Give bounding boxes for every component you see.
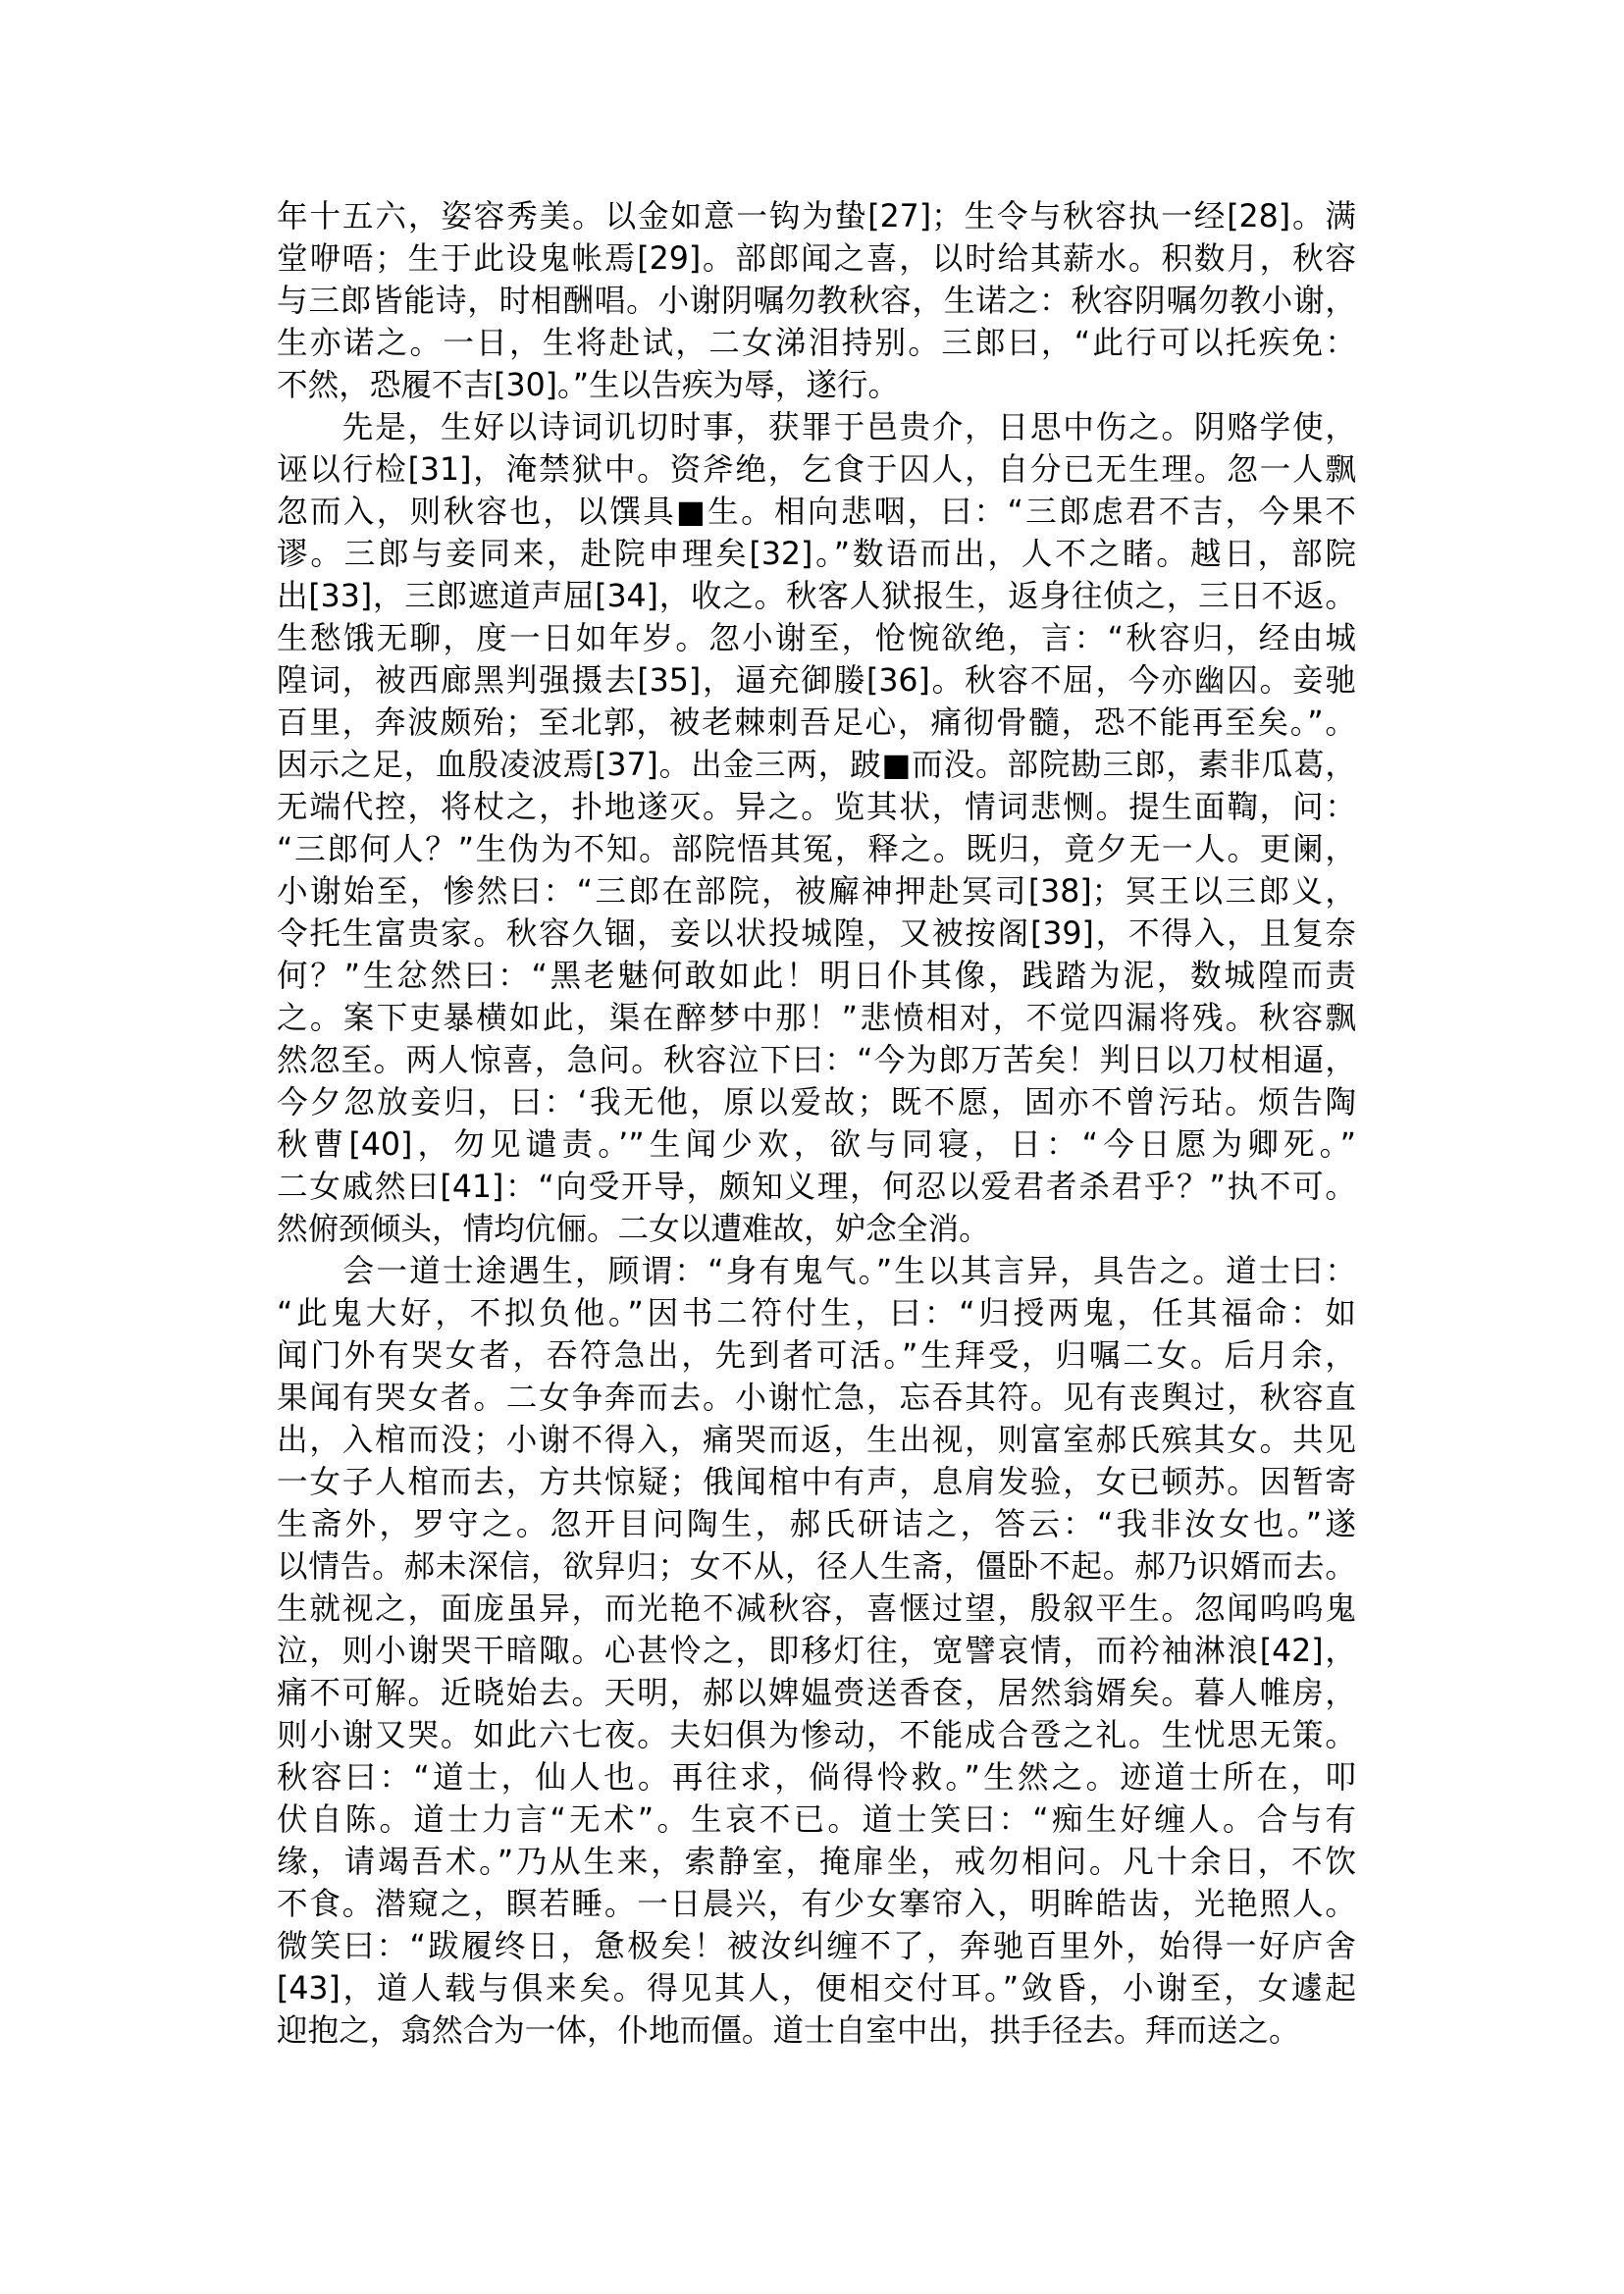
text-line: 迎抱之，翕然合为一体，仆地而僵。道士自室中出，拱手径去。拜而送之。	[277, 2013, 1300, 2049]
text-line: 先是，生好以诗词讥切时事，获罪于邑贵介，日思中伤之。阴赂学使，	[277, 410, 1356, 445]
text-line: 生亦诺之。一日，生将赴试，二女涕泪持别。三郎曰，“此行可以托疾免：	[277, 326, 1356, 361]
text-line: 与三郎皆能诗，时相酬唱。小谢阴嘱勿教秋容，生诺之：秋容阴嘱勿教小谢，	[277, 284, 1356, 319]
text-line: 秋曹[40]，勿见谴责。’”生闻少欢，欲与同寝，日：“今日愿为卿死。”	[277, 1127, 1356, 1163]
text-line: 痛不可解。近晓始去。天明，郝以婢媪赍送香奁，居然翁婿矣。暮人帷房，	[277, 1676, 1356, 1711]
text-line: 则小谢又哭。如此六七夜。夫妇俱为惨动，不能成合卺之礼。生忧思无策。	[277, 1718, 1356, 1753]
text-line: 出[33]，三郎遮道声屈[34]，收之。秋客人狱报生，返身往侦之，三日不返。	[277, 579, 1356, 614]
text-line: 谬。三郎与妾同来，赴院申理矣[32]。”数语而出，人不之睹。越日，部院	[277, 537, 1356, 572]
text-line: [43]，道人载与俱来矣。得见其人，便相交付耳。”敛昏，小谢至，女遽起	[277, 1971, 1356, 2007]
text-line: 生就视之，面庞虽异，而光艳不减秋容，喜惬过望，殷叙平生。忽闻呜呜鬼	[277, 1591, 1356, 1627]
text-line: 之。案下吏暴横如此，渠在醉梦中那！”悲愤相对，不觉四漏将残。秋容飘	[277, 1001, 1356, 1036]
text-line: 年十五六，姿容秀美。以金如意一钩为蛰[27]；生令与秋容执一经[28]。满	[277, 199, 1356, 235]
text-line: 生斋外，罗守之。忽开目问陶生，郝氏研诘之，答云：“我非汝女也。”遂	[277, 1507, 1356, 1542]
text-line: 生愁饿无聊，度一日如年岁。忽小谢至，怆惋欲绝，言：“秋容归，经由城	[277, 621, 1356, 656]
text-line: 然忽至。两人惊喜，急问。秋容泣下曰：“今为郎万苦矣！判日以刀杖相逼，	[277, 1043, 1356, 1078]
text-line: 泣，则小谢哭干暗陬。心甚怜之，即移灯往，宽譬哀情，而衿袖淋浪[42]，	[277, 1634, 1356, 1669]
text-line: 不食。潜窥之，瞑若睡。一日晨兴，有少女搴帘入，明眸皓齿，光艳照人。	[277, 1887, 1356, 1922]
text-line: 伏自陈。道士力言“无术”。生哀不已。道士笑曰：“痴生好缠人。合与有	[277, 1802, 1356, 1838]
text-line: “三郎何人？”生伪为不知。部院悟其冤，释之。既归，竟夕无一人。更阑，	[277, 832, 1356, 867]
text-line: 堂咿唔；生于此设鬼帐焉[29]。部郎闻之喜，以时给其薪水。积数月，秋容	[277, 241, 1356, 277]
text-line: 果闻有哭女者。二女争奔而去。小谢忙急，忘吞其符。见有丧舆过，秋容直	[277, 1381, 1356, 1416]
text-line: 闻门外有哭女者，吞符急出，先到者可活。”生拜受，归嘱二女。后月余，	[277, 1338, 1356, 1374]
body-text	[277, 196, 1356, 2053]
text-line: 以情告。郝未深信，欲舁归；女不从，径人生斋，僵卧不起。郝乃识婿而去。	[277, 1549, 1356, 1585]
text-line: 忽而入，则秋容也，以馔具■生。相向悲咽，曰：“三郎虑君不吉，今果不	[277, 495, 1356, 530]
text-line: 一女子人棺而去，方共惊疑；俄闻棺中有声，息肩发验，女已顿苏。因暂寄	[277, 1465, 1356, 1500]
text-line: 诬以行检[31]，淹禁狱中。资斧绝，乞食于囚人，自分已无生理。忽一人飘	[277, 452, 1356, 488]
text-line: 因示之足，血殷凌波焉[37]。出金三两，跛■而没。部院勘三郎，素非瓜葛，	[277, 748, 1356, 783]
text-line: 然俯颈倾头，情均伉俪。二女以遭难故，妒念全消。	[277, 1212, 990, 1247]
text-line: 出，入棺而没；小谢不得入，痛哭而返，生出视，则富室郝氏殡其女。共见	[277, 1423, 1356, 1458]
text-line: 无端代控，将杖之，扑地遂灭。异之。览其状，情词悲恻。提生面鞫，问：	[277, 790, 1356, 825]
text-line: 会一道士途遇生，顾谓：“身有鬼气。”生以其言异，具告之。道士曰：	[277, 1254, 1356, 1289]
text-line: 令托生富贵家。秋容久锢，妾以状投城隍，又被按阁[39]，不得入，且复奈	[277, 916, 1356, 952]
text-line: 缘，请竭吾术。”乃从生来，索静室，掩扉坐，戒勿相问。凡十余日，不饮	[277, 1845, 1356, 1880]
text-line: 二女戚然曰[41]：“向受开导，颇知义理，何忍以爱君者杀君乎？”执不可。	[277, 1170, 1356, 1205]
text-line: “此鬼大好，不拟负他。”因书二符付生，曰：“归授两鬼，任其福命：如	[277, 1296, 1356, 1331]
text-line: 何？”生忿然曰：“黑老魅何敢如此！明日仆其像，践踏为泥，数城隍而责	[277, 959, 1356, 994]
text-line: 今夕忽放妾归，曰：‘我无他，原以爱故；既不愿，固亦不曾污玷。烦告陶	[277, 1085, 1356, 1121]
text-line: 百里，奔波颇殆；至北郭，被老棘刺吾足心，痛彻骨髓，恐不能再至矣。”。	[277, 705, 1356, 741]
text-line: 秋容曰：“道士，仙人也。再往求，倘得怜救。”生然之。迹道士所在，叩	[277, 1760, 1356, 1796]
text-line: 不然，恐履不吉[30]。”生以告疾为辱，遂行。	[277, 368, 900, 403]
text-line: 隍词，被西廊黑判强摄去[35]，逼充御媵[36]。秋容不屈，今亦幽囚。妾驰	[277, 663, 1356, 699]
text-line: 微笑曰：“跋履终日，惫极矣！被汝纠缠不了，奔驰百里外，始得一好庐舍	[277, 1929, 1356, 1964]
text-line: 小谢始至，惨然曰：“三郎在部院，被廨神押赴冥司[38]；冥王以三郎义，	[277, 874, 1356, 910]
